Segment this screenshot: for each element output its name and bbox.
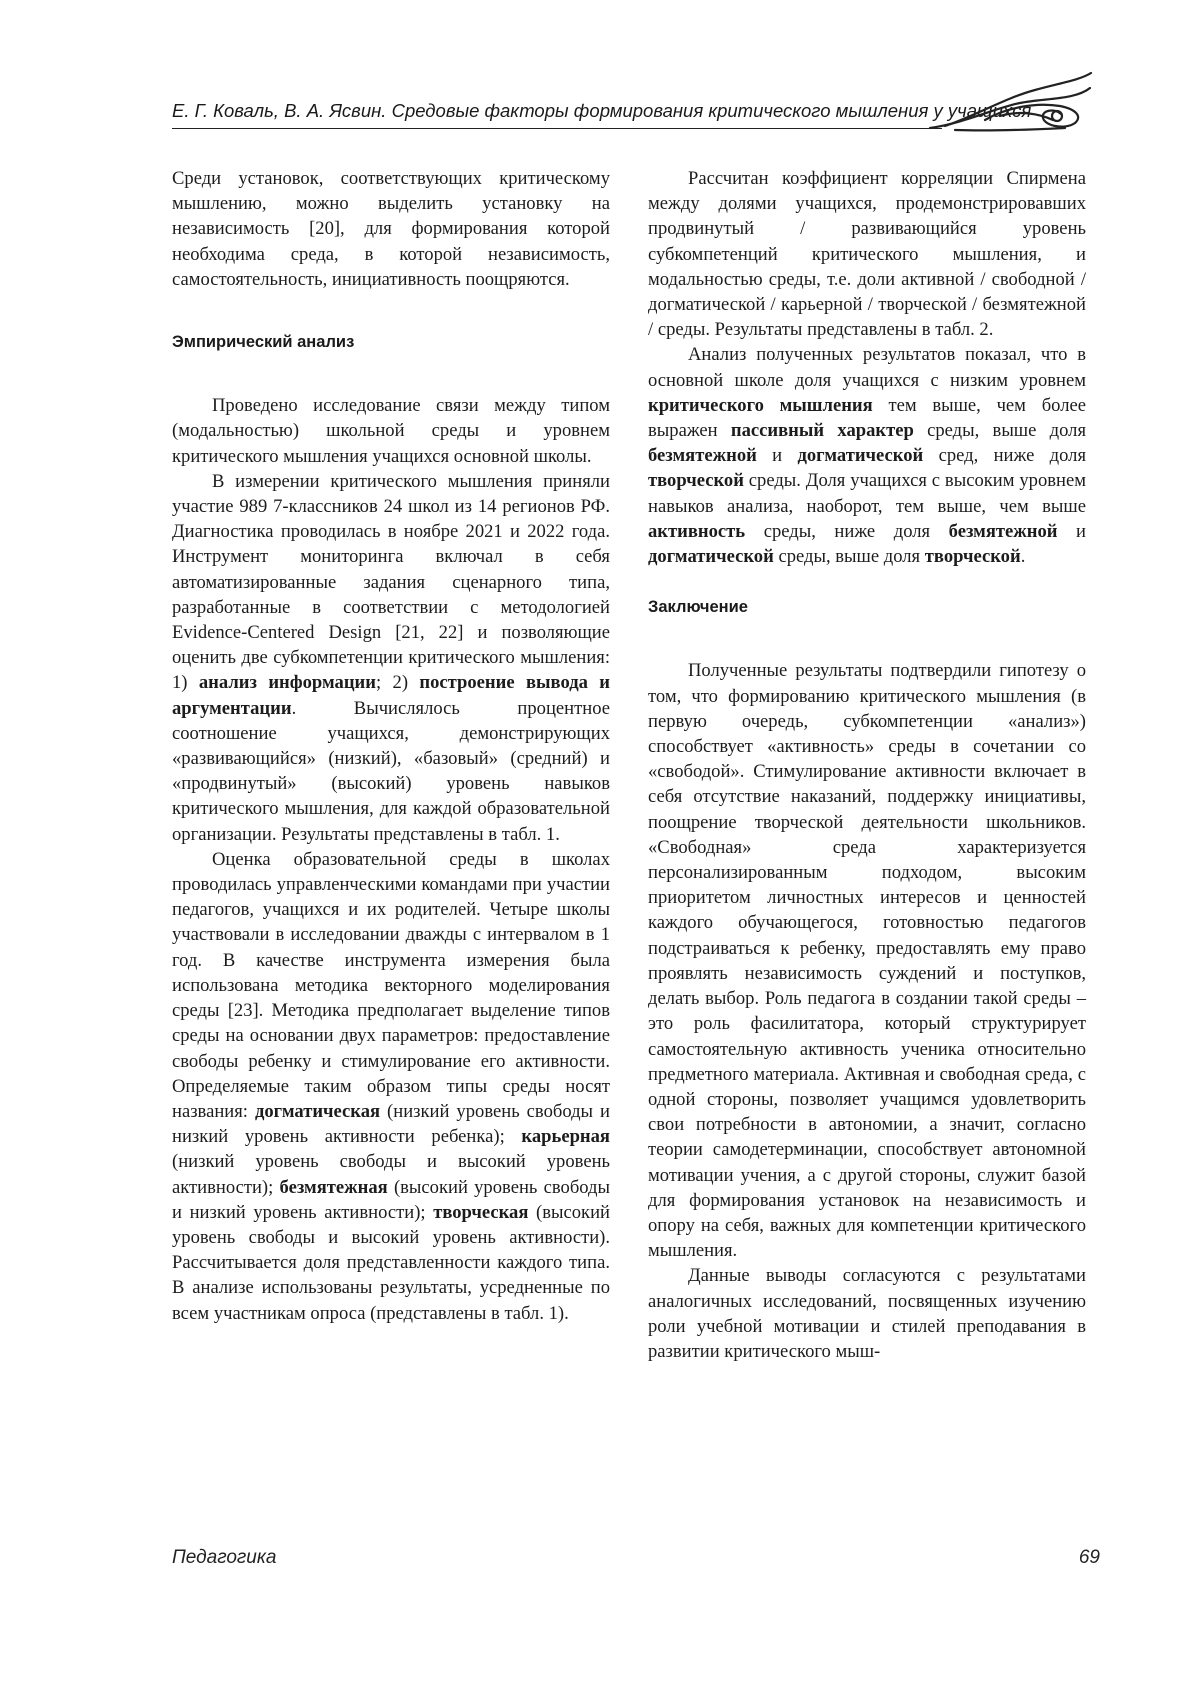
header-rule: [172, 128, 942, 129]
paragraph: Данные выводы согласуются с результатами аналогичных исследований, посвященных изучению роли учебной мотивации и стилей преподавания в развитии критического мыш-: [648, 1265, 1086, 1362]
running-title: Е. Г. Коваль, В. А. Ясвин. Средовые факторы формирования критического мышления у учащихся: [172, 100, 1032, 121]
journal-name: Педагогика: [172, 1547, 277, 1568]
left-column: [172, 166, 610, 1326]
paragraph: Проведено исследование связи между типом (модальностью) школьной среды и уровнем критического мышления учащихся основной школы.: [172, 395, 610, 467]
section-heading-conclusion: Заключение: [648, 598, 748, 617]
ornament-icon: [925, 68, 1095, 138]
page-number: 69: [1078, 1547, 1100, 1568]
paragraph: Рассчитан коэффициент корреляции Спирмена между долями учащихся, продемонстрировавших продвинутый / развивающийся уровень субкомпетенций критического мышления, и модальностью среды, т.е. доли активной / свободной / догматической / карьерной / творческой / безмятежной / среды. Результаты представлены в табл. 2.: [648, 168, 1086, 341]
section-heading-empirical: Эмпирический анализ: [172, 333, 355, 352]
paragraph: Оценка образовательной среды в школах проводилась управленческими командами при участии педагогов, учащихся и их родителей. Четыре школы участвовали в исследовании дважды с интервалом в 1 год. В качестве инструмента измерения была использована методика векторного моделирования среды [23]. Методика предполагает выделение типов среды на основании двух параметров: предоставление свободы ребенку и стимулирование его активности. Определяемые таким образом типы среды носят названия: догматическая (низкий уровень свободы и низкий уровень активности ребенка); карьерная (низкий уровень свободы и высокий уровень активности); безмятежная (высокий уровень свободы и низкий уровень активности); творческая (высокий уровень свободы и высокий уровень активности). Рассчитывается доля представленности каждого типа. В анализе использованы результаты, усредненные по всем участникам опроса (представлены в табл. 1).: [172, 848, 610, 1324]
right-column: [648, 166, 1086, 1364]
paragraph: В измерении критического мышления приняли участие 989 7-классников 24 школ из 14 регионов РФ. Диагностика проводилась в ноябре 2021 и 2022 года. Инструмент мониторинга включал в себя автоматизированные задания сценарного типа, разработанные в соответствии с методологией Evidence-Centered Design [21, 22] и позволяющие оценить две субкомпетенции критического мышления: 1) анализ информации; 2) построение вывода и аргументации. Вычислялось процентное соотношение учащихся, демонстрирующих «развивающийся» (низкий), «базовый» (средний) и «продвинутый» (высокий) уровень навыков критического мышления, для каждой образовательной организации. Результаты представлены в табл. 1.: [172, 470, 610, 845]
paragraph: Среди установок, соответствующих критическому мышлению, можно выделить установку на независимость [20], для формирования которой необходима среда, в которой независимость, самостоятельность, инициативность поощряются.: [172, 168, 610, 290]
paragraph: Анализ полученных результатов показал, что в основной школе доля учащихся с низким уровнем критического мышления тем выше, чем более выражен пассивный характер среды, выше доля безмятежной и догматической сред, ниже доля творческой среды. Доля учащихся с высоким уровнем навыков анализа, наоборот, тем выше, чем выше активность среды, ниже доля безмятежной и догматической среды, выше доля творческой.: [648, 344, 1087, 568]
paragraph: Полученные результаты подтвердили гипотезу о том, что формированию критического мышления (в первую очередь, субкомпетенции «анализ») способствует «активность» среды в сочетании со «свободой». Стимулирование активности включает в себя отсутствие наказаний, поддержку инициативы, поощрение творческой деятельности школьников. «Свободная» среда характеризуется персонализированным подходом, высоким приоритетом личностных интересов и ценностей каждого обучающегося, готовностью педагогов подстраиваться к ребенку, предоставлять ему право проявлять независимость суждений и поступков, делать выбор. Роль педагога в создании такой среды – это роль фасилитатора, который структурирует самостоятельную активность ученика относительно предметного материала. Активная и свободная среда, с одной стороны, позволяет учащимся удовлетворить свои потребности в автономии, а значит, согласно теории самодетерминации, способствует автономной мотивации учения, а с другой стороны, служит базой для формирования установок на независимость и опору на себя, важных для компетенции критического мышления.: [648, 660, 1086, 1262]
